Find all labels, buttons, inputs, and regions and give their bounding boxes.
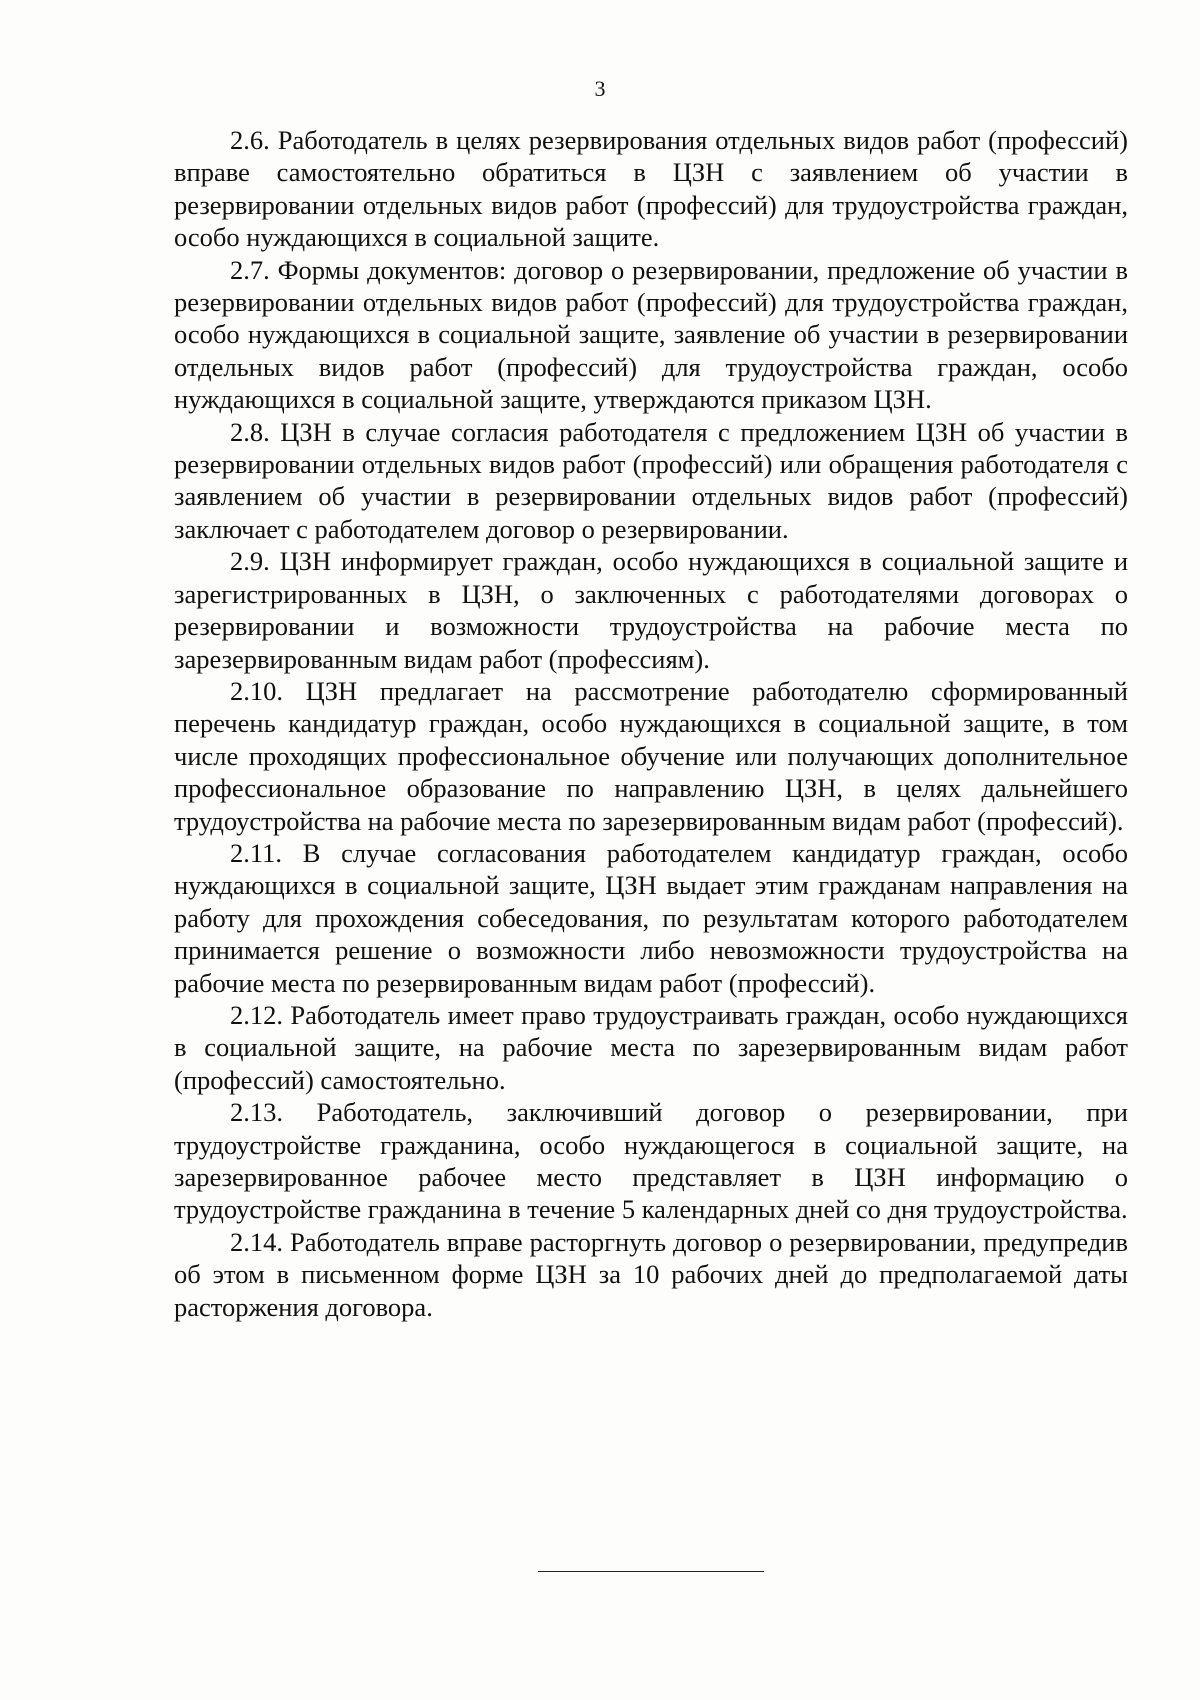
paragraph-2-10: 2.10. ЦЗН предлагает на рассмотрение работодателю сформированный перечень кандидатур граждан, особо нуждающихся в социальной защите, в том числе проходящих профессиональное обучение или получающих дополнительное профессиональное образование по направлению ЦЗН, в целях дальнейшего трудоустройства на рабочие места по зарезервированным видам работ (профессий). [174, 675, 1128, 836]
paragraph-2-12: 2.12. Работодатель имеет право трудоустраивать граждан, особо нуждающихся в социальной защите, на рабочие места по зарезервированным видам работ (профессий) самостоятельно. [174, 999, 1128, 1095]
page-number: 3 [594, 76, 606, 101]
paragraph-2-11: 2.11. В случае согласования работодателем кандидатур граждан, особо нуждающихся в социальной защите, ЦЗН выдает этим гражданам направления на работу для прохождения собеседования, по результатам которого работодателем принимается решение о возможности либо невозможности трудоустройства на рабочие места по резервированным видам работ (профессий). [174, 837, 1128, 998]
paragraph-2-9: 2.9. ЦЗН информирует граждан, особо нуждающихся в социальной защите и зарегистрированных в ЦЗН, о заключенных с работодателями договорах о резервировании и возможности трудоустройства на рабочие места по зарезервированным видам работ (профессиям). [174, 546, 1128, 674]
paragraph-2-8: 2.8. ЦЗН в случае согласия работодателя с предложением ЦЗН об участии в резервировании отдельных видов работ (профессий) или обращения работодателя с заявлением об участии в резервировании отдельных видов работ (профессий) заключает с работодателем договор о резервировании. [174, 416, 1128, 544]
paragraph-2-14: 2.14. Работодатель вправе расторгнуть договор о резервировании, предупредив об этом в письменном форме ЦЗН за 10 рабочих дней до предполагаемой даты расторжения договора. [174, 1226, 1128, 1322]
paragraph-2-7: 2.7. Формы документов: договор о резервировании, предложение об участии в резервировании отдельных видов работ (профессий) для трудоустройства граждан, особо нуждающихся в социальной защите, заявление об участии в резервировании отдельных видов работ (профессий) для трудоустройства граждан, особо нуждающихся в социальной защите, утверждаются приказом ЦЗН. [174, 254, 1128, 415]
paragraph-2-6: 2.6. Работодатель в целях резервирования отдельных видов работ (профессий) вправе самостоятельно обратиться в ЦЗН с заявлением об участии в резервировании отдельных видов работ (профессий) для трудоустройства граждан, особо нуждающихся в социальной защите. [174, 125, 1128, 253]
paragraph-2-13: 2.13. Работодатель, заключивший договор о резервировании, при трудоустройстве гражданина, особо нуждающегося в социальной защите, на зарезервированное рабочее место представляет в ЦЗН информацию о трудоустройстве гражданина в течение 5 календарных дней со дня трудоустройства. [174, 1097, 1128, 1225]
closing-divider [538, 1571, 764, 1572]
document-body [174, 124, 1128, 1323]
